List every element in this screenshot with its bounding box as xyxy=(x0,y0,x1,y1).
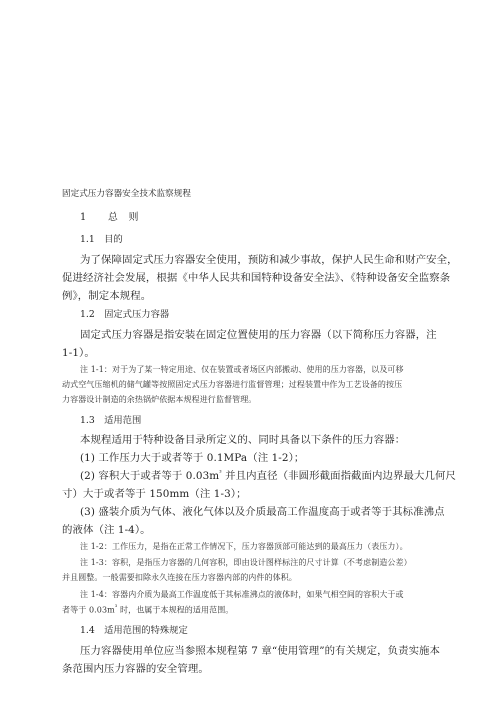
body-line: 为了保障固定式压力容器安全使用，预防和减少事故，保护人民生命和财产安全， xyxy=(80,254,458,266)
section-heading-1-4: 1.4 适用范围的特殊规定 xyxy=(80,625,188,636)
body-line: 压力容器使用单位应当参照本规程第 7 章“使用管理”的有关规定，负责实施本 xyxy=(80,645,441,657)
note-line: 并且圆整。一般需要扣除永久连接在压力容器内部的内件的体积。 xyxy=(62,573,297,582)
chapter-heading xyxy=(80,209,139,223)
section-heading-1-1: 1.1 目的 xyxy=(80,234,123,245)
note-line xyxy=(62,604,233,616)
note-line: 注 1-2：工作压力，是指在正常工作情况下，压力容器顶部可能达到的最高压力（表压力）。 xyxy=(80,542,408,551)
body-text: (2) 容积大于或者等于 0.03m xyxy=(80,470,220,482)
body-line: 寸）大于或者等于 150mm（注 1-3）； xyxy=(62,488,247,500)
note-text: 者等于 0.03m xyxy=(62,605,115,615)
section-heading-1-2: 1.2 固定式压力容器 xyxy=(80,309,170,320)
chapter-number: 1 xyxy=(80,212,87,223)
body-line: 1-1）。 xyxy=(62,347,95,359)
superscript: ³ xyxy=(219,469,222,477)
body-line: 的液体（注 1-4）。 xyxy=(62,524,151,536)
body-text: 并且内直径（非圆形截面指截面内边界最大几何尺 xyxy=(221,470,456,482)
superscript: ³ xyxy=(114,604,118,611)
body-line: 条范围内压力容器的安全管理。 xyxy=(62,663,209,675)
body-line: (1) 工作压力大于或者等于 0.1MPa（注 1-2）； xyxy=(80,452,305,464)
body-line xyxy=(80,467,456,482)
note-text: 时，也属于本规程的适用范围。 xyxy=(117,605,234,615)
note-line: 注 1-4：容器内介质为最高工作温度低于其标准沸点的液体时，如果气相空间的容积大于或 xyxy=(80,590,404,599)
body-line: 本规程适用于特种设备目录所定义的、同时具备以下条件的压力容器： xyxy=(80,434,406,446)
chapter-name: 总 则 xyxy=(107,212,139,223)
body-line: 促进经济社会发展，根据《中华人民共和国特种设备安全法》、《特种设备安全监察条 xyxy=(62,272,451,284)
note-line: 注 1-3：容积，是指压力容器的几何容积，即由设计图样标注的尺寸计算（不考虑制造公差） xyxy=(80,558,412,567)
document-title: 固定式压力容器安全技术监察规程 xyxy=(62,189,191,199)
note-line: 动式空气压缩机的储气罐等按照固定式压力容器进行监督管理；过程装置中作为工艺设备的按压 xyxy=(62,380,403,389)
note-line: 力容器设计制造的余热锅炉依据本规程进行监督管理。 xyxy=(62,395,257,404)
note-line: 注 1-1：对于为了某一特定用途、仅在装置或者场区内部搬动、使用的压力容器，以及可移 xyxy=(80,365,404,374)
body-line: (3) 盛装介质为气体、液化气体以及介质最高工作温度高于或者等于其标准沸点 xyxy=(80,506,445,518)
body-line: 例》，制定本规程。 xyxy=(62,290,152,302)
body-line: 固定式压力容器是指安装在固定位置使用的压力容器（以下简称压力容器，注 xyxy=(80,329,437,341)
section-heading-1-3: 1.3 适用范围 xyxy=(80,415,142,426)
